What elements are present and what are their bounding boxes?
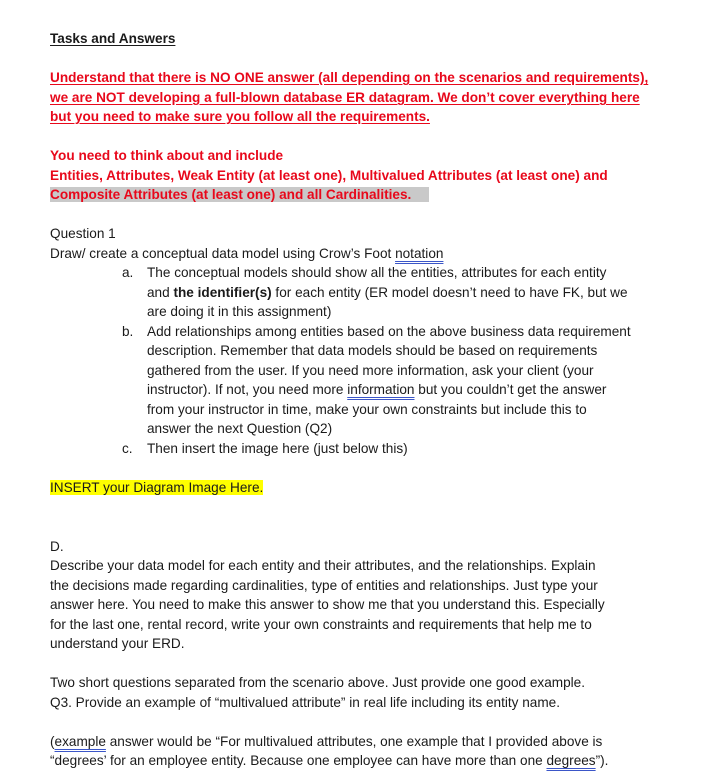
example-degrees-link: degrees (546, 753, 596, 768)
example-line-1 (50, 732, 602, 752)
example-link: example (54, 734, 106, 749)
item-b-line-4-prefix: instructor). If not, you need more (147, 382, 348, 397)
partD-line-3: answer here. You need to make this answer to show me that you understand this. Especially (50, 597, 605, 612)
item-b-label: b. (122, 324, 134, 339)
item-a-label: a. (122, 265, 134, 280)
item-b-line-5: from your instructor in time, make your own constraints but include this to (147, 402, 587, 417)
partD-line-4: for the last one, rental record, write your own constraints and requirements that help me to (50, 617, 592, 632)
short-questions-line-1: Two short questions separated from the scenario above. Just provide one good example. (50, 675, 586, 690)
partD-line-1: Describe your data model for each entity and their attributes, and the relationships. Explain (50, 558, 596, 573)
partD-label: D. (50, 539, 64, 554)
warning-line-3: but you need to make sure you follow all the requirements. (50, 109, 430, 124)
item-b-line-6: answer the next Question (Q2) (147, 421, 333, 436)
question1-intro-link: notation (395, 246, 444, 261)
example-line-2-prefix: “degrees’ for an employee entity. Because one employee can have more than one (50, 753, 547, 768)
question1-title: Question 1 (50, 226, 116, 241)
include-line-1: You need to think about and include (50, 148, 284, 163)
question1-intro (50, 244, 443, 264)
insert-note-text: INSERT your Diagram Image Here. (50, 480, 264, 495)
partD-line-5: understand your ERD. (50, 636, 185, 651)
heading: Tasks and Answers (50, 31, 176, 46)
warning-line-1: Understand that there is NO ONE answer (all depending on the scenarios and requirements), (50, 70, 649, 85)
example-line-2-suffix: ”). (595, 753, 609, 768)
insert-note (50, 478, 263, 498)
item-b-line-2: description. Remember that data models should be based on requirements (147, 343, 598, 358)
item-b-line-4-suffix: but you couldn’t get the answer (414, 382, 607, 397)
item-c-line-1: Then insert the image here (just below this) (147, 441, 408, 456)
item-b-line-4 (147, 380, 606, 400)
example-line-2 (50, 751, 608, 771)
item-a-identifier: the identifier(s) (173, 285, 272, 300)
question1-intro-text: Draw/ create a conceptual data model using Crow’s Foot (50, 246, 396, 261)
item-b-line-1: Add relationships among entities based on the above business data requirement (147, 324, 631, 339)
item-a-line-2 (147, 283, 628, 303)
item-a-line-2-suffix: for each entity (ER model doesn’t need to have FK, but we (271, 285, 628, 300)
q3-question: Q3. Provide an example of “multivalued attribute” in real life including its entity name. (50, 695, 561, 710)
partD-line-2: the decisions made regarding cardinalities, type of entities and relationships. Just type your (50, 578, 598, 593)
item-a-line-3: are doing it in this assignment) (147, 304, 332, 319)
item-b-information-link: information (347, 382, 415, 397)
item-a-line-2-prefix: and (147, 285, 174, 300)
include-line-3 (50, 185, 429, 205)
item-a-line-1: The conceptual models should show all the entities, attributes for each entity (147, 265, 607, 280)
example-line-1-rest: answer would be “For multivalued attributes, one example that I provided above is (105, 734, 603, 749)
warning-line-2: we are NOT developing a full-blown database ER datagram. We don’t cover everything here (50, 90, 640, 105)
include-line-2: Entities, Attributes, Weak Entity (at least one), Multivalued Attributes (at least one) and (50, 168, 608, 183)
item-b-line-3: gathered from the user. If you need more information, ask your client (your (147, 363, 594, 378)
example-open-paren: ( (50, 734, 55, 749)
include-line-3-text: Composite Attributes (at least one) and all Cardinalities. (50, 187, 429, 202)
item-c-label: c. (122, 441, 133, 456)
